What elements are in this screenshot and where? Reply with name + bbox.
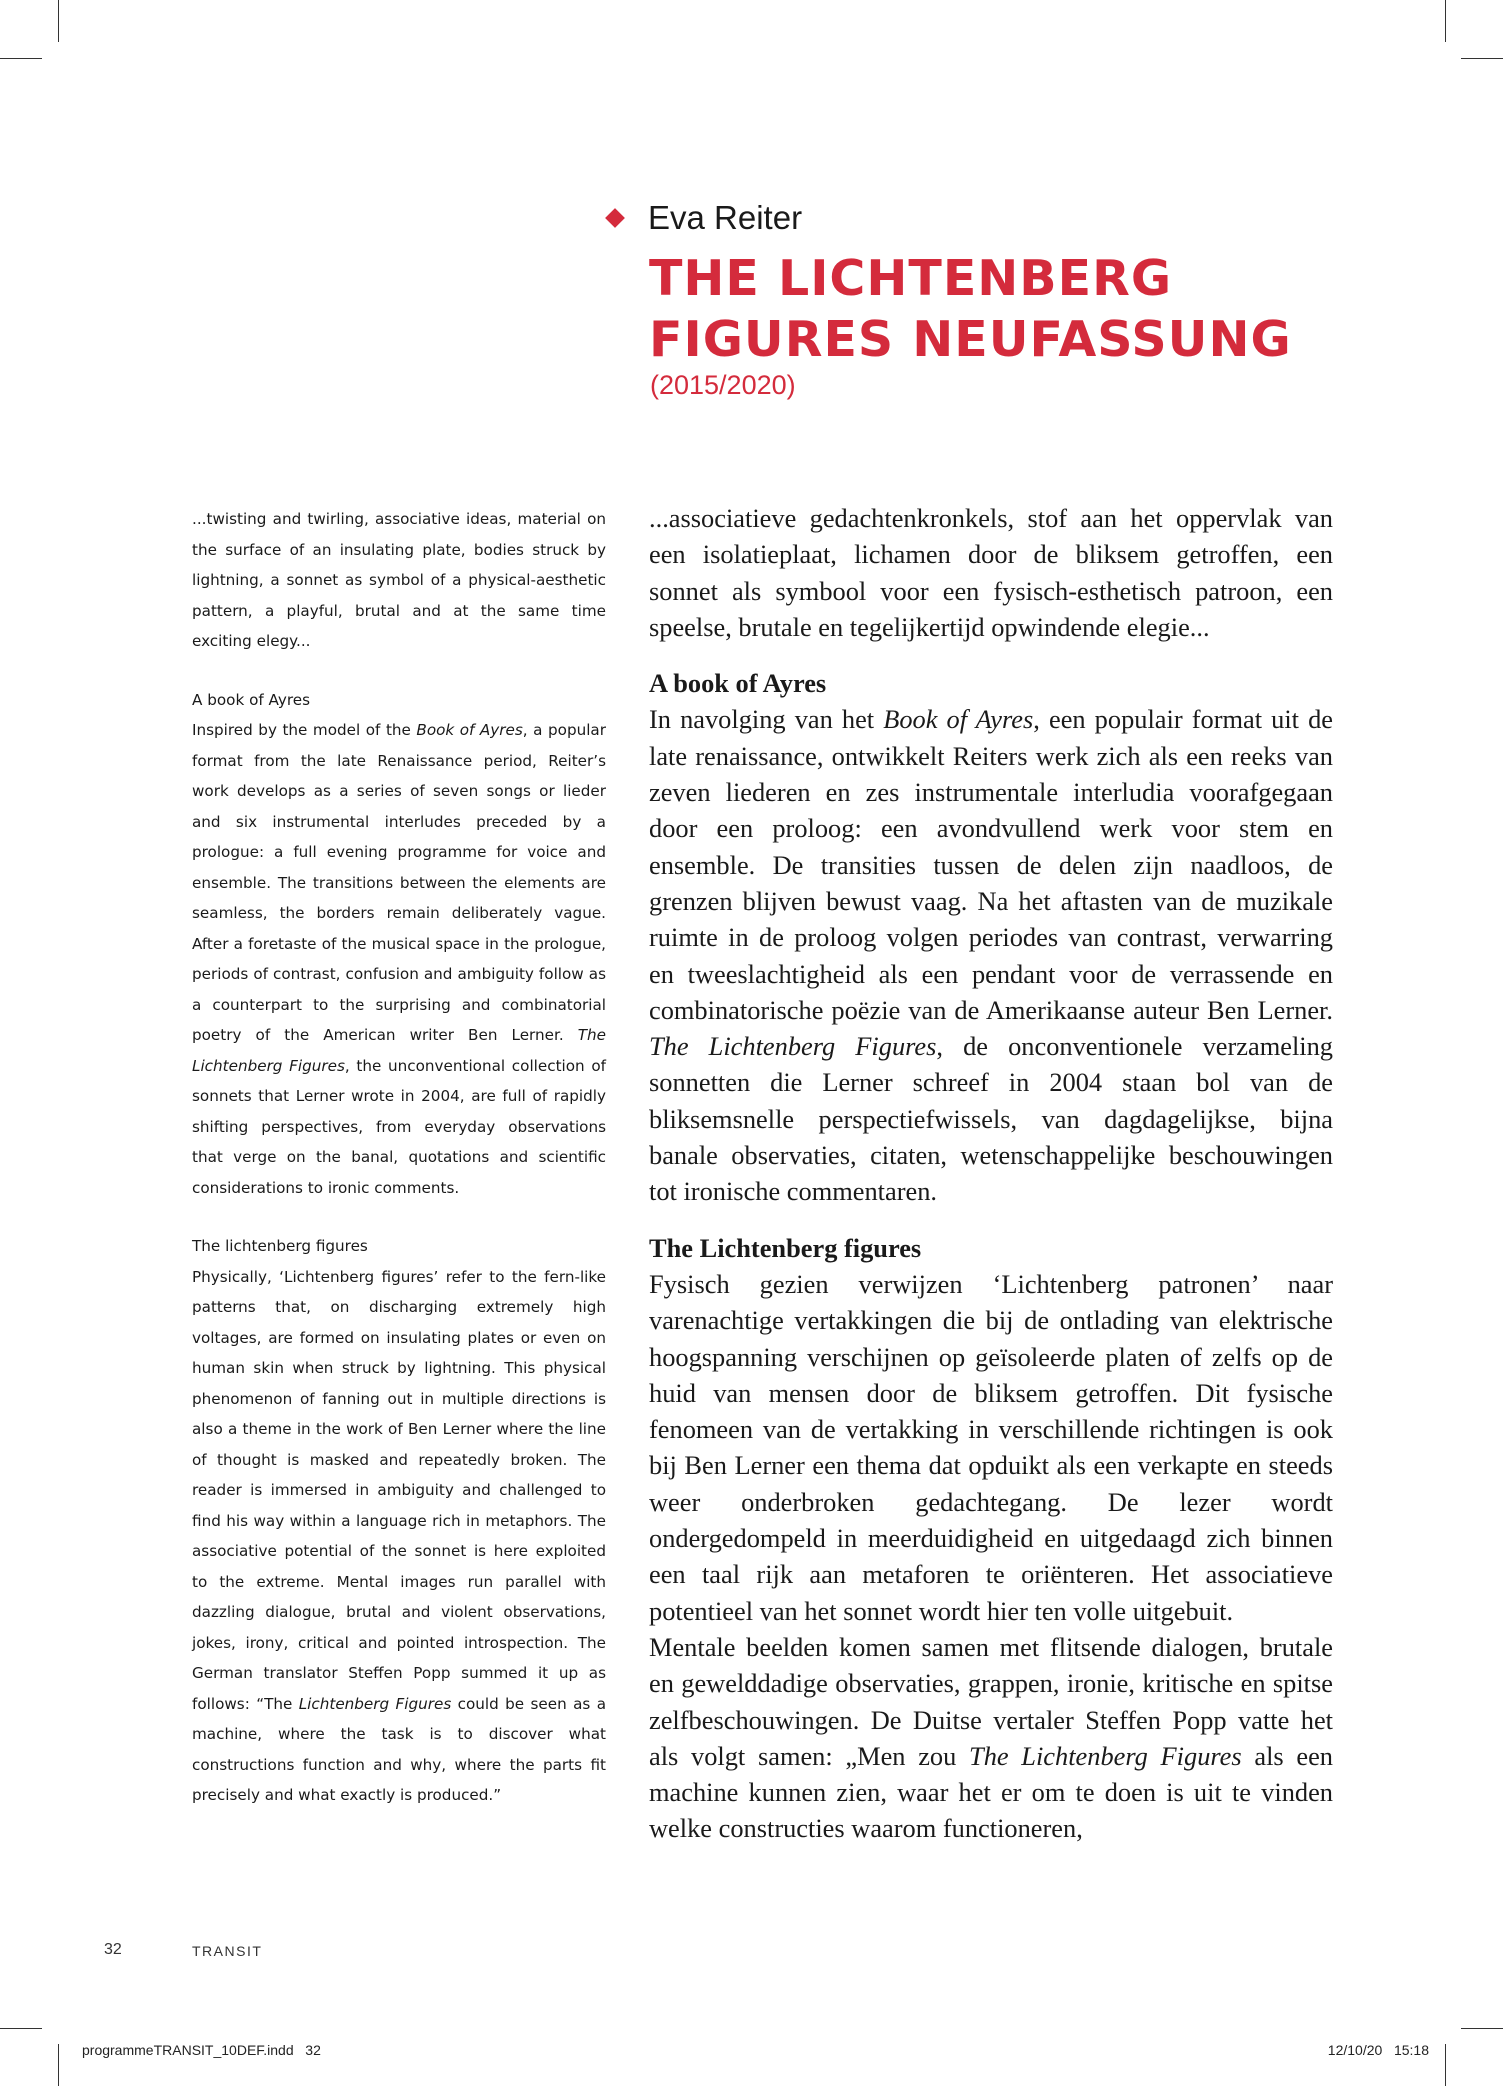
crop-mark: [58, 0, 59, 42]
crop-mark: [0, 58, 42, 59]
article-header: [604, 196, 1324, 401]
text-run: Physically, ‘Lichtenberg figures’ refer to the fern-like patterns that, on discharging extremely high voltages, are formed on insulating plates or even on human skin when struck by lightning. This physical phenomenon of fanning out in multiple directions is also a theme in the work of Ben Lerner where the line of thought is masked and repeatedly broken. The reader is immersed in ambiguity and challenged to find his way within a language rich in metaphors. The associative potential of the sonnet is here exploited to the extreme. Mental images run parallel with dazzling dialogue, brutal and violent observations, jokes, irony, critical and pointed introspection. The German translator Steffen Popp summed it up as follows: “The: [192, 1267, 606, 1713]
text-run: als een machine kunnen zien, waar het er om te doen is uit te vinden welke constructies waarom functioneren,: [649, 1740, 1334, 1844]
english-section2-heading: The lichtenberg figures: [192, 1237, 368, 1255]
crop-mark: [58, 2044, 59, 2086]
dutch-section2-heading: The Lichtenberg figures: [649, 1232, 922, 1263]
text-run: In navolging van het: [649, 704, 884, 735]
page-number: 32: [104, 1941, 122, 1958]
dutch-section1-body: [649, 701, 1333, 1209]
english-section1-body: [192, 715, 606, 1203]
print-slug-file: programmeTRANSIT_10DEF.indd 32: [82, 2042, 321, 2058]
crop-mark: [1461, 58, 1503, 59]
italic-run: The Lichtenberg Figures: [969, 1740, 1242, 1771]
dutch-section1-heading: A book of Ayres: [649, 668, 827, 699]
crop-mark: [1461, 2028, 1503, 2029]
text-run: , een populair format uit de late renaissance, ontwikkelt Reiters werk zich als een reeks van zeven liederen en zes instrumentale interludia voorafgegaan door een proloog: een avondvullend werk voor stem en ensemble. De transities tussen de delen zijn naadloos, de grenzen blijven bewust vaag. Na het aftasten van de muzikale ruimte in de proloog volgen periodes van contrast, verwarring en tweeslachtigheid als een pendant voor de verrassende en combinatorische poëzie van de Amerikaanse auteur Ben Lerner.: [649, 704, 1333, 1025]
italic-run: Lichtenberg Figures: [298, 1694, 452, 1713]
italic-run: The Lichtenberg Figures: [649, 1031, 937, 1062]
italic-run: The Lichtenberg Figures: [192, 1026, 606, 1075]
crop-mark: [0, 2028, 42, 2029]
crop-mark: [1445, 0, 1446, 42]
dutch-column: [649, 500, 1333, 1847]
composer-row: [604, 196, 1324, 240]
composer-name: Eva Reiter: [648, 199, 803, 236]
dutch-section2-body-a: Fysisch gezien verwijzen ‘Lichtenberg patronen’ naar varenachtige vertakkingen die bij de ontlading van elektrische hoogspanning verschijnen op geïsoleerde platen of zelfs op de huid van mensen door de bliksem getroffen. Dit fysische fenomeen van de vertakking in verschillende richtingen is ook bij Ben Lerner een thema dat opduikt als een verkapte en steeds weer onderbroken gedachtegang. De lezer wordt ondergedompeld in meerduidigheid en uitgedaagd zich binnen een taal rijk aan metaforen te oriënteren. Het associatieve potentieel van het sonnet wordt hier ten volle uitgebuit.: [649, 1268, 1333, 1626]
english-section2-body: [192, 1262, 606, 1811]
work-title-line-2: FIGURES NEUFASSUNG: [649, 311, 1292, 368]
crop-mark: [1445, 2044, 1446, 2086]
italic-run: Book of Ayres: [416, 721, 523, 739]
italic-run: Book of Ayres: [883, 704, 1034, 735]
work-title: [649, 248, 1324, 370]
english-section1-heading: A book of Ayres: [192, 690, 311, 709]
text-run: , a popular format from the late Renaissance period, Reiter’s work develops as a series of seven songs or lieder and six instrumental interludes preceded by a prologue: a full evening programme for voice and ensemble. The transitions between the elements are seamless, the borders remain deliberately vague. After a foretaste of the musical space in the prologue, periods of contrast, confusion and ambiguity follow as a counterpart to the surprising and combinatorial poetry of the American writer Ben Lerner.: [192, 721, 606, 1044]
text-run: , the unconventional collection of sonnets that Lerner wrote in 2004, are full of rapidly shifting perspectives, from everyday observations that verge on the banal, quotations and scientific considerations to ironic comments.: [192, 1056, 607, 1197]
text-run: , de onconventionele verzameling sonnetten die Lerner schreef in 2004 staan bol van de bliksemsnelle perspectiefwissels, van dagdagelijkse, bijna banale observaties, citaten, wetenschappelijke beschouwingen tot ironische commentaren.: [649, 1031, 1333, 1207]
english-intro: ...twisting and twirling, associative ideas, material on the surface of an insulating plate, bodies struck by lightning, a sonnet as symbol of a physical-aesthetic pattern, a playful, brutal and at the same time exciting elegy...: [192, 510, 606, 650]
text-run: could be seen as a machine, where the task is to discover what constructions function and why, where the parts fit precisely and what exactly is produced.”: [192, 1694, 607, 1804]
dutch-section2-body-b: [649, 1629, 1333, 1847]
magazine-name: TRANSIT: [192, 1943, 263, 1959]
print-slug-date: 12/10/20 15:18: [1327, 2042, 1429, 2058]
work-year: (2015/2020): [650, 370, 796, 400]
english-column: [192, 504, 606, 1811]
text-run: Mentale beelden komen samen met flitsende dialogen, brutale en gewelddadige observaties, grappen, ironie, kritische en spitse zelfbeschouwingen. De Duitse vertaler Steffen Popp vatte het als volgt samen: „Men zou: [649, 1631, 1333, 1771]
text-run: Inspired by the model of the: [192, 721, 417, 739]
diamond-icon: [605, 208, 625, 228]
work-title-line-1: THE LICHTENBERG: [649, 250, 1173, 307]
dutch-intro: ...associatieve gedachtenkronkels, stof aan het oppervlak van een isolatieplaat, lichamen door de bliksem getroffen, een sonnet als symbool voor een fysisch-esthetisch patroon, een speelse, brutale en tegelijkertijd opwindende elegie...: [649, 503, 1333, 642]
